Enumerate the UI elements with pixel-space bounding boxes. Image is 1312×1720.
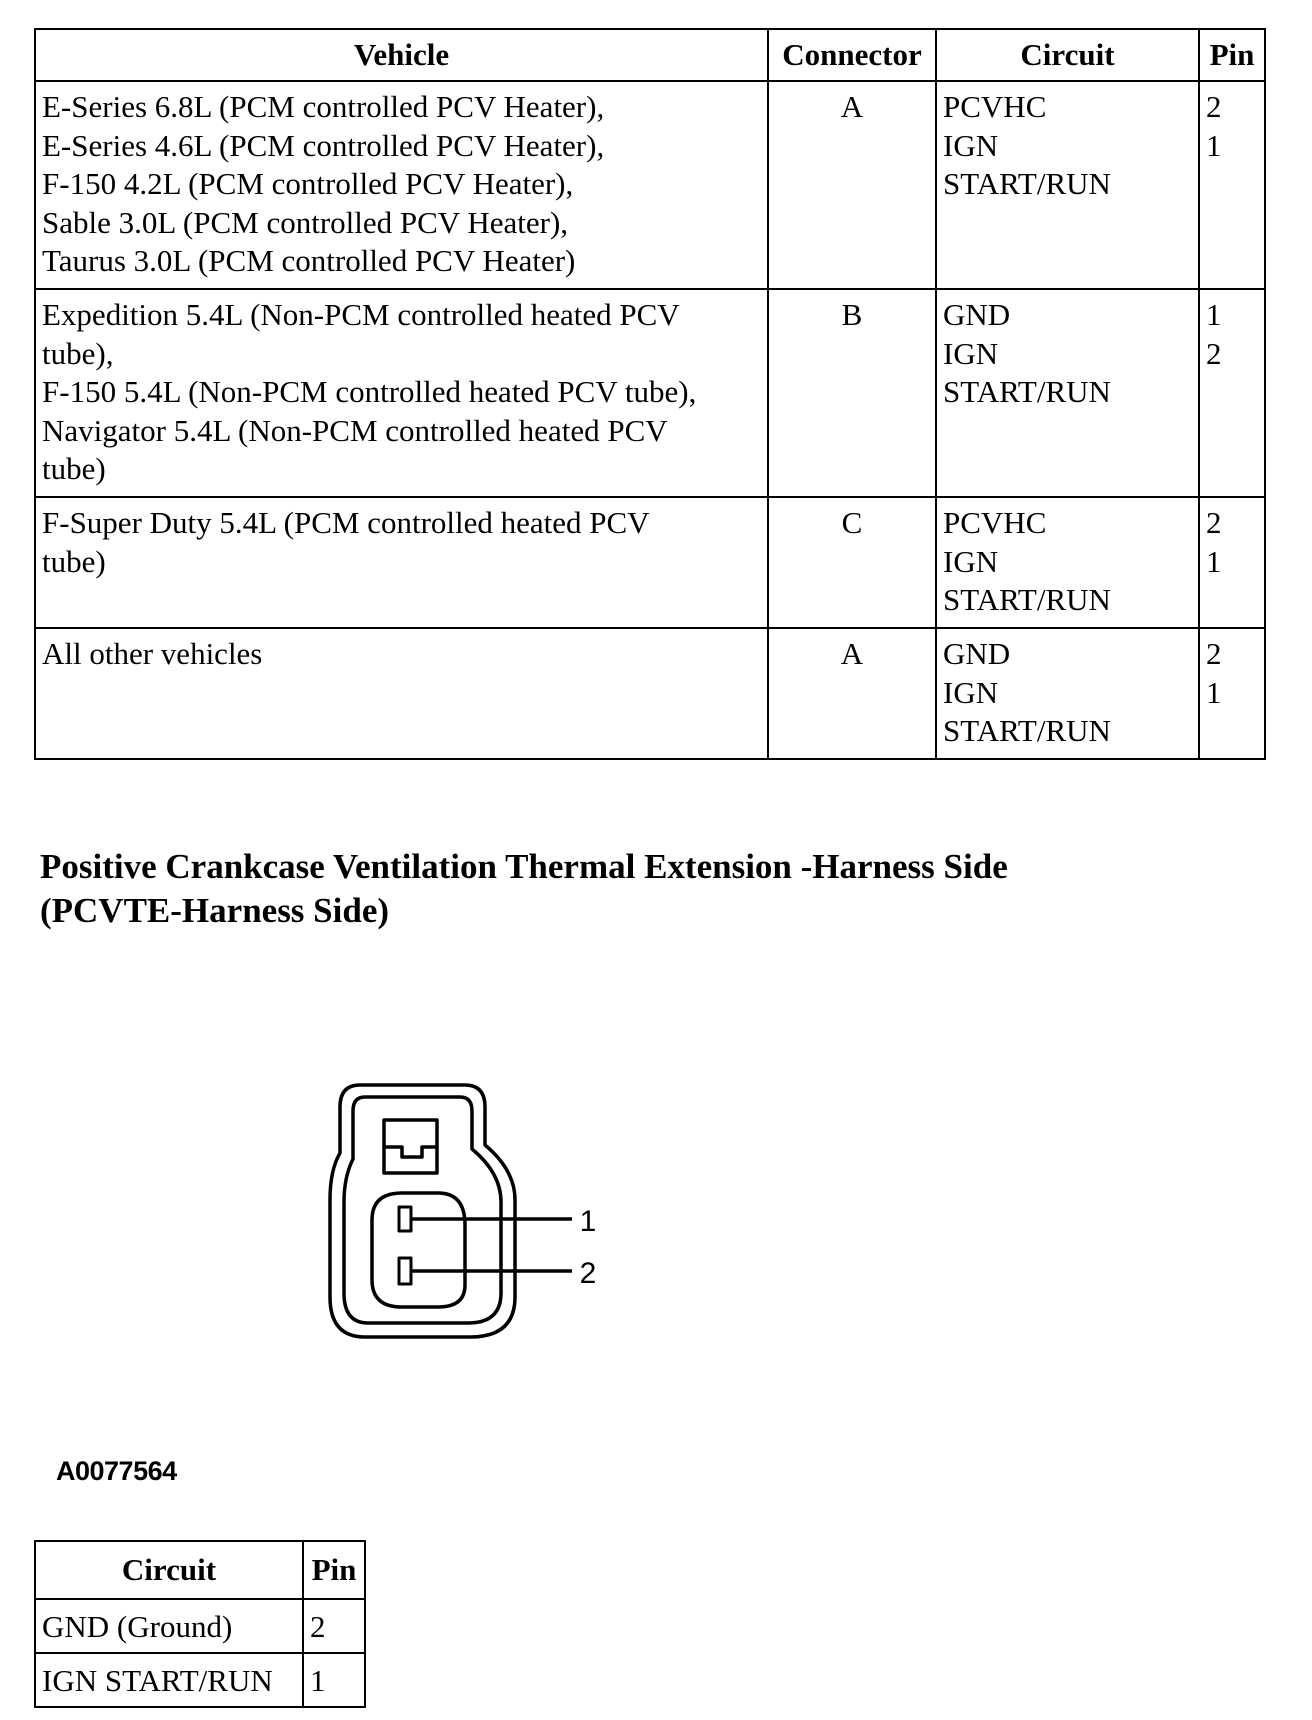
vehicle-line: F-150 4.2L (PCM controlled PCV Heater),	[42, 166, 574, 201]
section-title-line1: Positive Crankcase Ventilation Thermal Extension -Harness Side	[40, 847, 1008, 886]
connector-cell: A	[768, 628, 936, 759]
vehicle-connector-table	[34, 28, 1266, 760]
circuit-line: IGN	[943, 335, 999, 371]
circuit-cell	[936, 628, 1199, 759]
header-circuit: Circuit	[35, 1541, 303, 1599]
circuit-line: IGN	[943, 543, 999, 579]
vehicle-cell	[35, 289, 768, 497]
vehicle-line: tube),	[42, 335, 114, 371]
vehicle-line: Taurus 3.0L (PCM controlled PCV Heater)	[42, 243, 576, 278]
header-pin: Pin	[1199, 29, 1265, 81]
table-row	[35, 81, 1265, 289]
pin-line: 2	[1206, 89, 1222, 124]
pin-line: 1	[1206, 297, 1222, 332]
table-row	[35, 1653, 365, 1707]
vehicle-line: E-Series 4.6L (PCM controlled PCV Heater),	[42, 127, 605, 163]
vehicle-line: Navigator 5.4L (Non-PCM controlled heated PCV	[42, 412, 668, 448]
pin-cell	[1199, 628, 1265, 759]
table-row	[35, 1599, 365, 1653]
vehicle-line: F-Super Duty 5.4L (PCM controlled heated PCV	[42, 505, 650, 540]
connector-cell: B	[768, 289, 936, 497]
circuit-line: GND	[943, 636, 1011, 671]
vehicle-line: Sable 3.0L (PCM controlled PCV Heater),	[42, 204, 569, 240]
vehicle-line: All other vehicles	[42, 636, 263, 671]
connector-cell: A	[768, 81, 936, 289]
header-circuit: Circuit	[936, 29, 1199, 81]
pin-line: 1	[1206, 674, 1222, 710]
circuit-cell	[936, 81, 1199, 289]
vehicle-line: tube)	[42, 543, 106, 579]
vehicle-line: Expedition 5.4L (Non-PCM controlled heated PCV	[42, 297, 680, 332]
table-row	[35, 628, 1265, 759]
vehicle-line: E-Series 6.8L (PCM controlled PCV Heater),	[42, 89, 605, 124]
circuit-line: PCVHC	[943, 89, 1047, 124]
connector-diagram	[320, 1075, 620, 1355]
pin-cell	[1199, 497, 1265, 628]
circuit-cell	[936, 497, 1199, 628]
circuit-pin-table	[34, 1540, 366, 1708]
connector-cell: C	[768, 497, 936, 628]
vehicle-cell	[35, 628, 768, 759]
circuit-line: IGN	[943, 674, 999, 710]
vehicle-cell	[35, 81, 768, 289]
pin-cell: 1	[303, 1653, 365, 1707]
section-title	[40, 845, 1008, 933]
pin-cell	[1199, 81, 1265, 289]
pin-line: 2	[1206, 335, 1222, 371]
pin-cavity	[372, 1193, 465, 1307]
latch-notch	[384, 1147, 437, 1157]
pin-line: 2	[1206, 505, 1222, 540]
vehicle-cell	[35, 497, 768, 628]
circuit-cell: GND (Ground)	[35, 1599, 303, 1653]
connector-inner-outline	[344, 1097, 501, 1323]
circuit-cell	[936, 289, 1199, 497]
pin-line: 2	[1206, 636, 1222, 671]
circuit-line: IGN	[943, 127, 999, 163]
header-connector: Connector	[768, 29, 936, 81]
table-row	[35, 289, 1265, 497]
pin-cell: 2	[303, 1599, 365, 1653]
circuit-line: START/RUN	[943, 374, 1111, 409]
pin-1-terminal	[399, 1207, 411, 1231]
connector-outer-outline	[330, 1085, 515, 1337]
table-row	[35, 497, 1265, 628]
table-header-row	[35, 1541, 365, 1599]
pin-2-terminal	[399, 1258, 411, 1284]
table-header-row	[35, 29, 1265, 81]
section-title-line2: (PCVTE-Harness Side)	[40, 891, 390, 930]
header-pin: Pin	[303, 1541, 365, 1599]
circuit-line: PCVHC	[943, 505, 1047, 540]
circuit-cell: IGN START/RUN	[35, 1653, 303, 1707]
figure-id: A0077564	[56, 1456, 177, 1486]
circuit-line: START/RUN	[943, 166, 1111, 201]
pin-line: 1	[1206, 543, 1222, 579]
vehicle-line: F-150 5.4L (Non-PCM controlled heated PCV tube),	[42, 374, 697, 409]
pin-2-label: 2	[579, 1257, 597, 1290]
pin-1-label: 1	[579, 1205, 597, 1238]
circuit-line: START/RUN	[943, 582, 1111, 617]
circuit-line: GND	[943, 297, 1011, 332]
vehicle-line: tube)	[42, 451, 106, 486]
pin-cell	[1199, 289, 1265, 497]
pin-line: 1	[1206, 127, 1222, 163]
header-vehicle: Vehicle	[35, 29, 768, 81]
circuit-line: START/RUN	[943, 713, 1111, 748]
